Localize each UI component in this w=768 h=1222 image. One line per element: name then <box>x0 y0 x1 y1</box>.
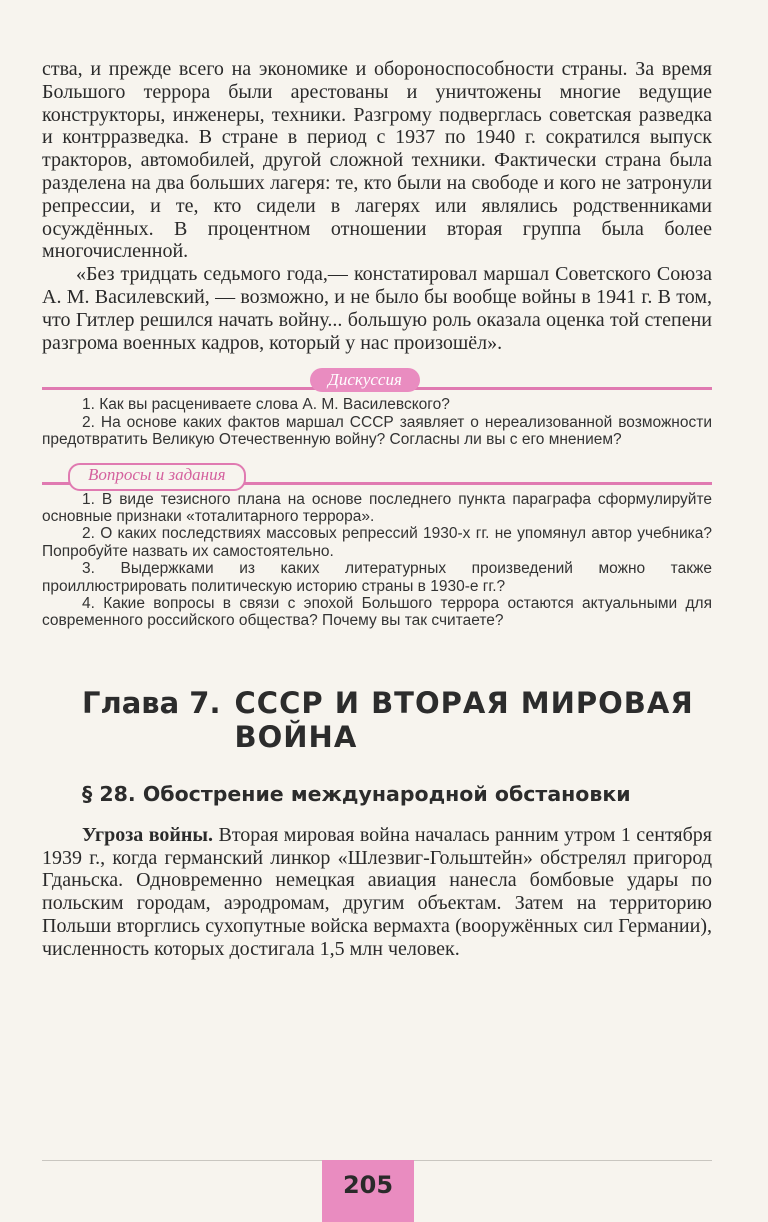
chapter-label: Глава 7. <box>82 685 221 720</box>
chapter-heading <box>82 686 712 754</box>
task-item: 1. В виде тезисного плана на основе последнего пункта параграфа сформулируйте основные признаки «тоталитарного террора». <box>42 490 712 525</box>
tasks-rubric <box>42 463 712 489</box>
quote-paragraph: «Без тридцать седьмого года,— констатировал маршал Советского Союза А. М. Василевский, — возможно, и не было бы вообще войны в 1941 г. В том, что Гитлер решился начать войну... большую роль оказала оценка той степени разгрома военных кадров, который у нас произошёл». <box>42 263 712 354</box>
page-number: 205 <box>322 1160 414 1222</box>
discussion-rubric <box>42 368 712 394</box>
page-content <box>42 58 712 961</box>
task-item: 2. О каких последствиях массовых репрессий 1930-х гг. не упомянул автор учебника? Попробуйте назвать их самостоятельно. <box>42 525 712 560</box>
section-lead: Угроза войны. <box>82 823 214 846</box>
chapter-title: СССР И ВТОРАЯ МИРОВАЯ ВОЙНА <box>234 685 694 754</box>
paragraph-title: § 28. Обострение международной обстановки <box>82 781 631 806</box>
intro-paragraph: ства, и прежде всего на экономике и обороноспособности страны. За время Большого террора были арестованы и уничтожены многие ведущие конструкторы, инженеры, техники. Разгрому подверглась советская разведка и контрразведка. В стране в период с 1937 по 1940 г. сократился выпуск тракторов, автомобилей, другой сложной техники. Фактически страна была разделена на два больших лагеря: те, кто были на свободе и кого не затронули репрессии, и те, кто сидели в лагерях или являлись родственниками осуждённых. В процентном отношении вторая группа была более многочисленной. <box>42 58 712 263</box>
discussion-item: 2. На основе каких фактов маршал СССР заявляет о нереализованной возможности предотвратить Великую Отечественную войну? Согласны ли вы с его мнением? <box>42 413 712 449</box>
section-body: Вторая мировая война началась ранним утром 1 сентября 1939 г., когда германский линкор «Шлезвиг-Гольштейн» обстрелял пригород Гданьска. Одновременно немецкая авиация нанесла бомбовые удары по польским городам, аэродромам, другим объектам. Затем на территорию Польши вторглись сухопутные войска вермахта (вооружённых сил Германии), численность которых достигала 1,5 млн человек. <box>42 823 713 960</box>
tasks-list <box>42 491 712 630</box>
section-text <box>42 824 712 961</box>
discussion-label: Дискуссия <box>310 368 420 392</box>
discussion-item: 1. Как вы расцениваете слова А. М. Василевского? <box>82 396 450 414</box>
task-item: 3. Выдержками из каких литературных произведений можно также проиллюстрировать политическую историю страны в 1930-е гг.? <box>42 560 712 595</box>
section-paragraph <box>42 824 712 961</box>
intro-text <box>42 58 712 354</box>
tasks-label: Вопросы и задания <box>68 463 246 491</box>
task-item: 4. Какие вопросы в связи с эпохой Большого террора остаются актуальными для современного российского общества? Почему вы так считаете? <box>42 595 712 630</box>
discussion-list <box>42 396 712 448</box>
